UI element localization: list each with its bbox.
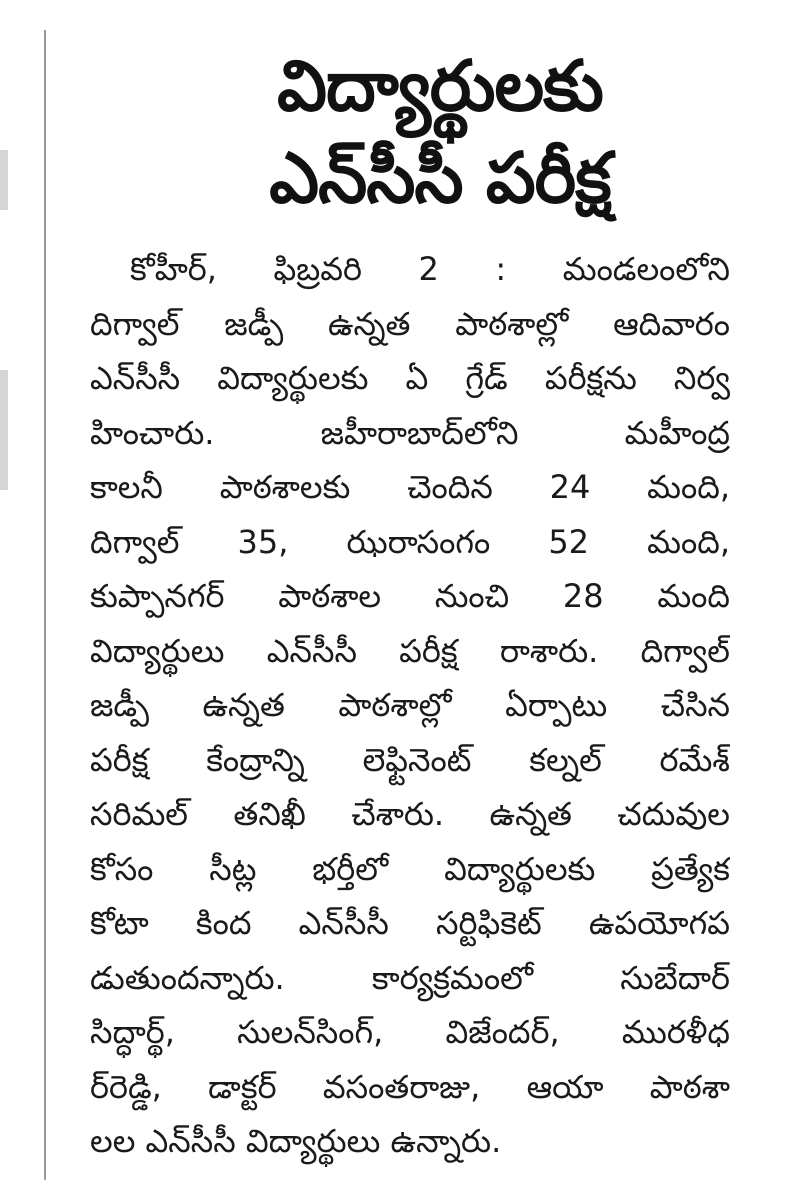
body-line: దిగ్వాల్ 35, ఝరాసంగం 52 మంది, bbox=[90, 522, 730, 561]
headline-line-2: ఎన్‌సీసీ పరీక్ష bbox=[269, 137, 611, 219]
body-line: కోటా కింద ఎన్‌సీసీ సర్టిఫికెట్ ఉపయోగప bbox=[90, 904, 730, 942]
body-line: సిద్ధార్థ్, సులన్‌సింగ్, విజేందర్, మురళీధ bbox=[90, 1013, 730, 1051]
headline-line-1: విద్యార్థులకు bbox=[277, 45, 603, 127]
article-headline bbox=[70, 40, 790, 224]
body-line: పరీక్ష కేంద్రాన్ని లెఫ్టినెంట్ కల్నల్ రమేశ్ bbox=[90, 740, 730, 779]
body-line: ర్‌రెడ్డి, డాక్టర్ వసంతరాజు, ఆయా పాఠశా bbox=[90, 1067, 730, 1106]
article-body bbox=[90, 242, 730, 1169]
body-line: కుప్పానగర్ పాఠశాల నుంచి 28 మంది bbox=[90, 577, 730, 615]
body-line: హించారు. జహీరాబాద్‌లోని మహీంద్ర bbox=[90, 413, 730, 452]
body-line: కోహీర్, ఫిబ్రవరి 2 : మండలంలోని bbox=[130, 250, 730, 288]
body-line: దిగ్వాల్ జడ్పీ ఉన్నత పాఠశాల్లో ఆదివారం bbox=[90, 304, 730, 343]
news-article bbox=[70, 40, 790, 1169]
body-line: కాలనీ పాఠశాలకు చెందిన 24 మంది, bbox=[90, 468, 730, 506]
body-line: కోసం సీట్ల భర్తీలో విద్యార్థులకు ప్రత్యేక bbox=[90, 849, 730, 888]
body-line: డుతుందన్నారు. కార్యక్రమంలో సుబేదార్ bbox=[90, 958, 730, 997]
adjacent-column-edge bbox=[0, 0, 14, 1187]
body-line: సరిమల్ తనిఖీ చేశారు. ఉన్నత చదువుల bbox=[90, 795, 730, 833]
body-line: విద్యార్థులు ఎన్‌సీసీ పరీక్ష రాశారు. దిగ్వాల్ bbox=[90, 631, 730, 670]
body-line: ఎన్‌సీసీ విద్యార్థులకు ఏ గ్రేడ్ పరీక్షను నిర్వ bbox=[90, 359, 730, 397]
body-line: లల ఎన్‌సీసీ విద్యార్థులు ఉన్నారు. bbox=[90, 1122, 502, 1160]
body-line: జడ్పీ ఉన్నత పాఠశాల్లో ఏర్పాటు చేసిన bbox=[90, 686, 730, 724]
column-divider bbox=[44, 30, 46, 1180]
